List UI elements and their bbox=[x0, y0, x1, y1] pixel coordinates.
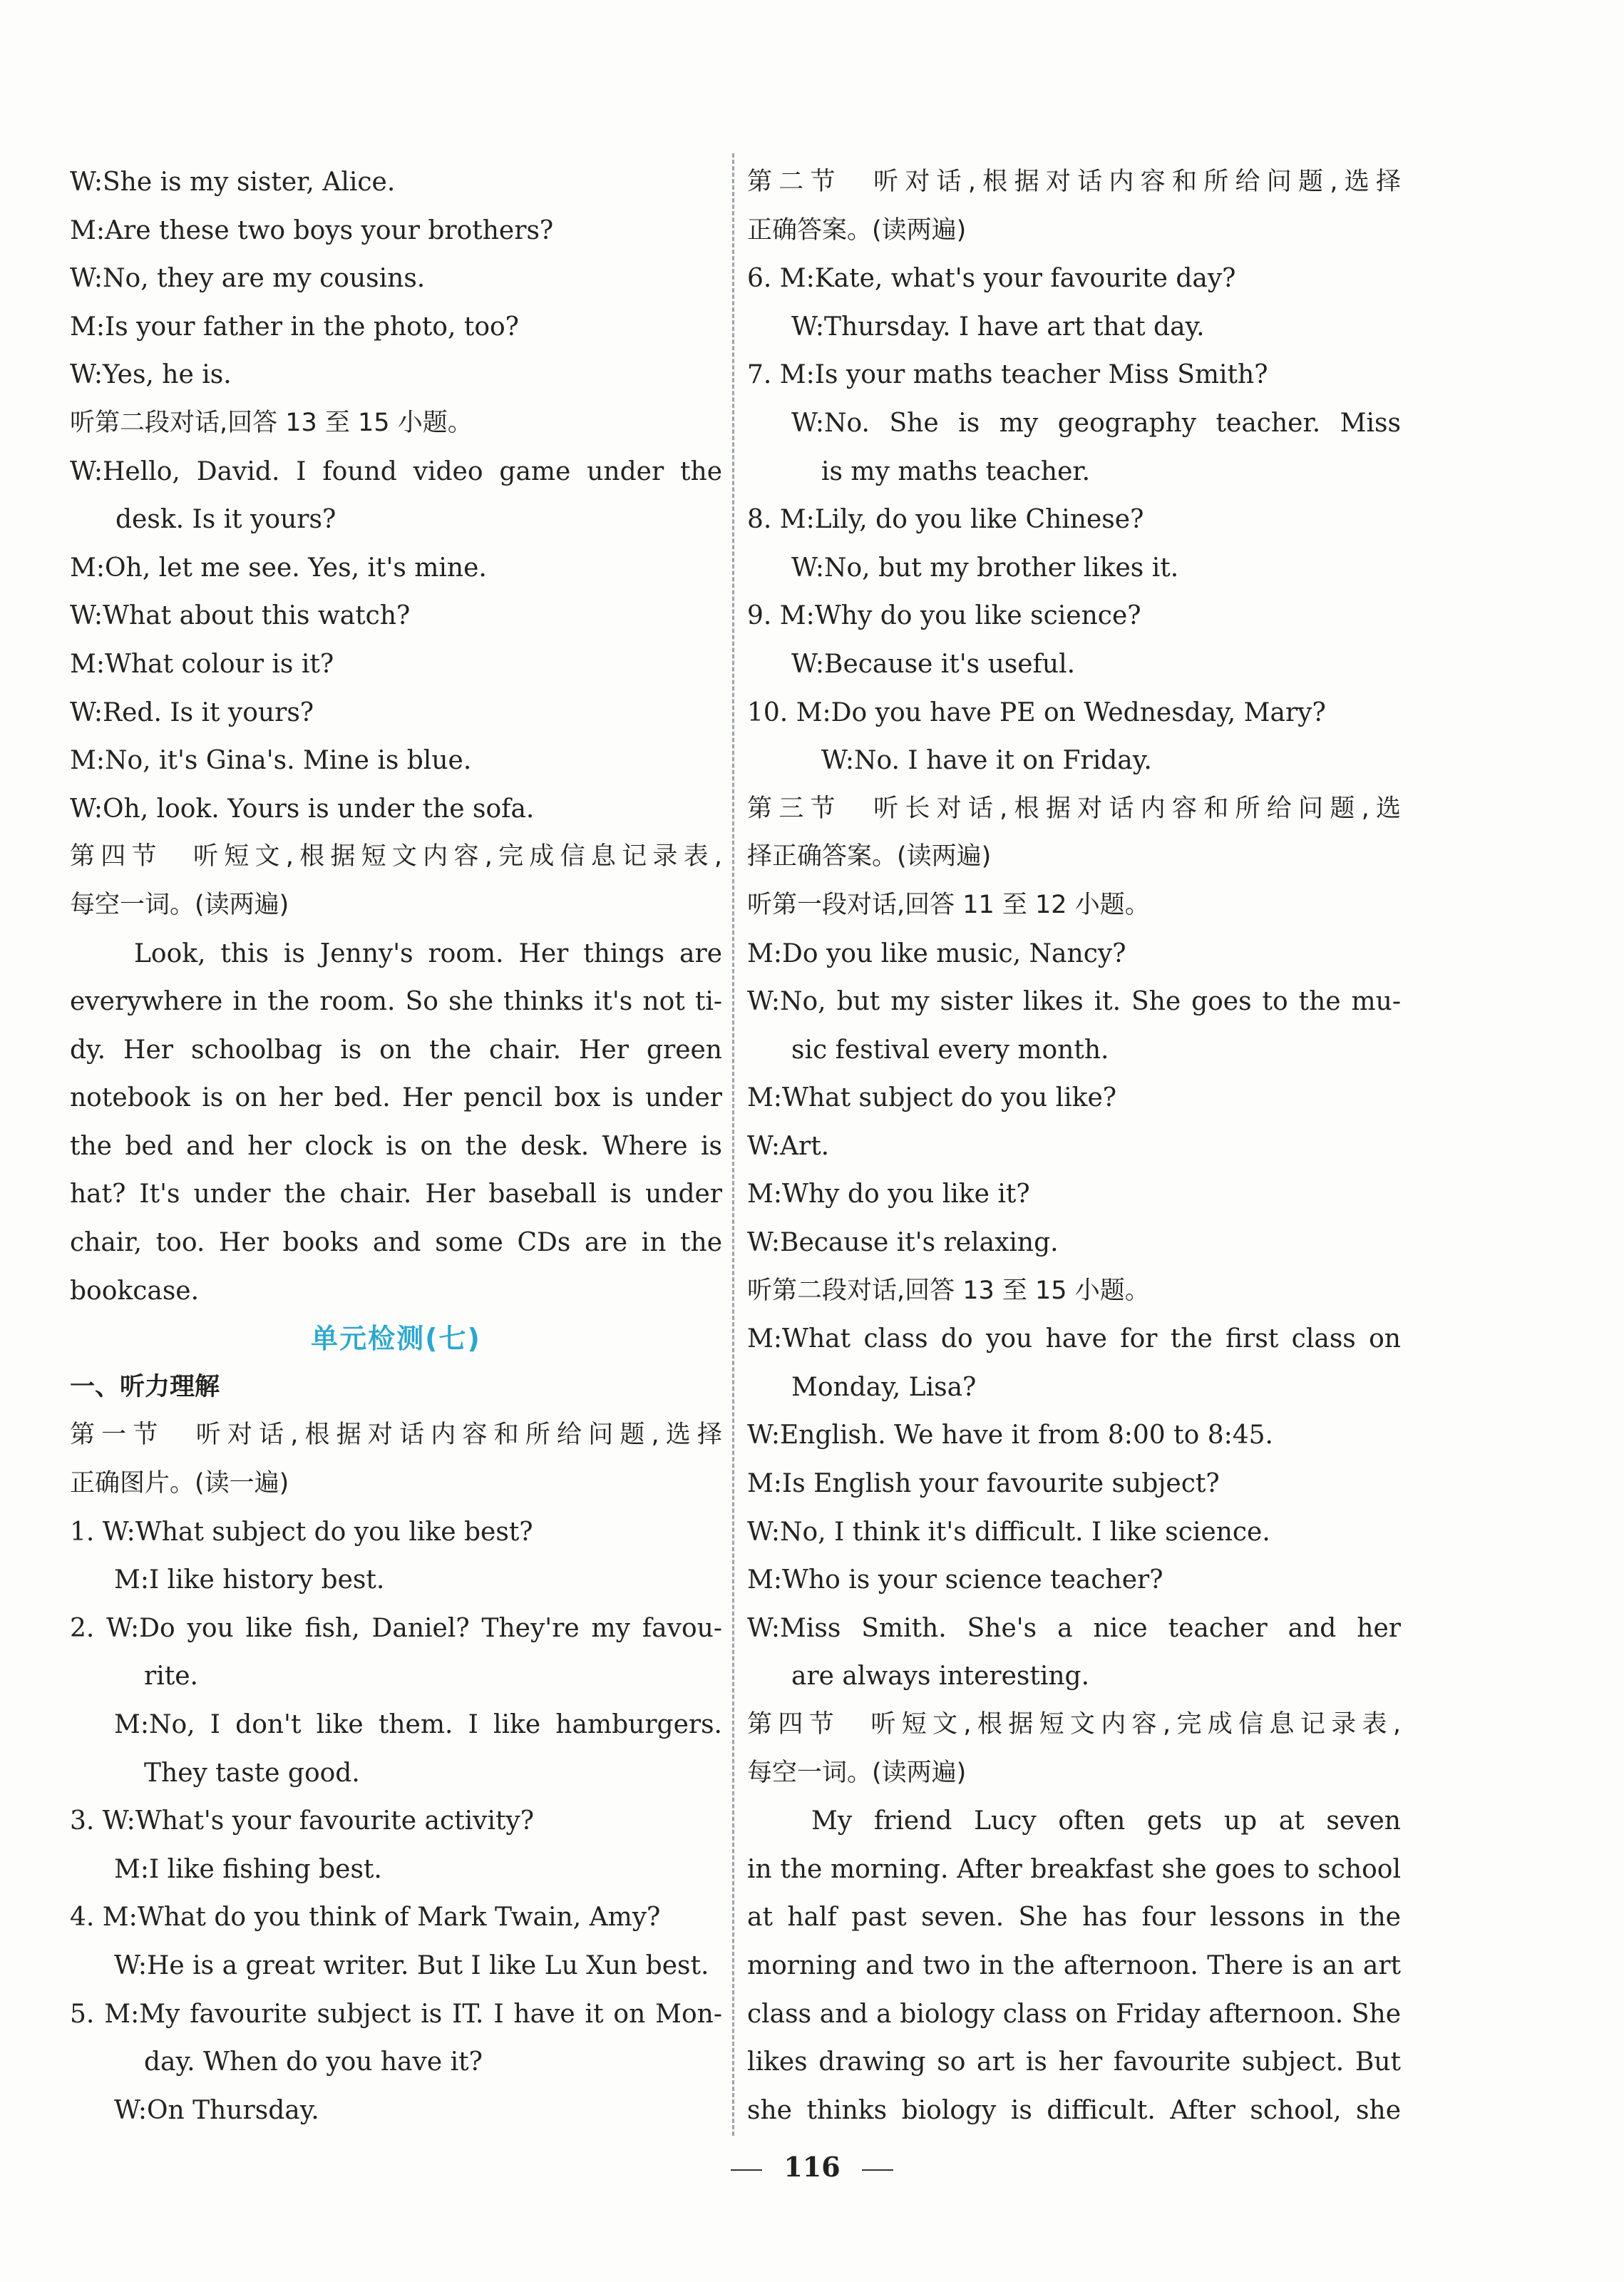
text-line: M:Do you like music, Nancy? bbox=[747, 938, 1126, 968]
text-line: W:Thursday. I have art that day. bbox=[791, 312, 1205, 342]
text-line: M:I like history best. bbox=[114, 1565, 385, 1595]
text-line: is my maths teacher. bbox=[821, 456, 1091, 486]
text-line: she thinks biology is difficult. After school, she bbox=[747, 2095, 1401, 2125]
text-line: 7. M:Is your maths teacher Miss Smith? bbox=[747, 360, 1268, 390]
text-line: 8. M:Lily, do you like Chinese? bbox=[747, 505, 1144, 535]
text-line: M:What colour is it? bbox=[70, 649, 334, 679]
text-line: W:Miss Smith. She's a nice teacher and her bbox=[747, 1613, 1401, 1643]
text-line: W:No. I have it on Friday. bbox=[821, 746, 1152, 776]
column-divider bbox=[732, 153, 734, 2136]
text-line: in the morning. After breakfast she goes to school bbox=[747, 1854, 1401, 1884]
text-line: 3. W:What's your favourite activity? bbox=[70, 1806, 535, 1836]
text-line: 听第二段对话,回答 13 至 15 小题。 bbox=[747, 1276, 1150, 1305]
text-line: W:No, I think it's difficult. I like science. bbox=[747, 1517, 1270, 1547]
text-line: M:No, it's Gina's. Mine is blue. bbox=[70, 746, 472, 776]
text-line: W:No, but my brother likes it. bbox=[791, 553, 1179, 583]
text-line: 择正确答案。(读两遍) bbox=[747, 842, 992, 871]
text-line: 第二节 听对话,根据对话内容和所给问题,选择 bbox=[747, 168, 1401, 196]
section-heading: 一、听力理解 bbox=[70, 1372, 220, 1401]
text-line: 听第一段对话,回答 11 至 12 小题。 bbox=[747, 890, 1150, 919]
text-line: W:Red. Is it yours? bbox=[70, 697, 314, 727]
text-line: W:What about this watch? bbox=[70, 601, 411, 631]
text-line: M:What subject do you like? bbox=[747, 1083, 1117, 1113]
text-line: W:He is a great writer. But I like Lu Xun best. bbox=[114, 1950, 709, 1980]
text-line: 第一节 听对话,根据对话内容和所给问题,选择 bbox=[70, 1421, 722, 1450]
text-line: M:I like fishing best. bbox=[114, 1854, 382, 1884]
text-line: M:Is English your favourite subject? bbox=[747, 1469, 1220, 1499]
text-line: class and a biology class on Friday afternoon. She bbox=[747, 1999, 1401, 2029]
text-line: W:She is my sister, Alice. bbox=[70, 168, 396, 197]
text-line: W:Art. bbox=[747, 1131, 830, 1161]
section-title: 单元检测(七) bbox=[311, 1323, 481, 1355]
text-line: M:Oh, let me see. Yes, it's mine. bbox=[70, 553, 487, 583]
text-line: desk. Is it yours? bbox=[115, 505, 336, 535]
text-line: W:Yes, he is. bbox=[70, 360, 232, 390]
page-number-dash-right bbox=[862, 2169, 893, 2171]
text-line: 2. W:Do you like fish, Daniel? They're my favou- bbox=[70, 1613, 722, 1643]
text-line: 5. M:My favourite subject is IT. I have it on Mon- bbox=[70, 1999, 722, 2029]
text-line: the bed and her clock is on the desk. Where is bbox=[70, 1131, 722, 1161]
text-line: sic festival every month. bbox=[791, 1035, 1109, 1065]
text-line: notebook is on her bed. Her pencil box is under bbox=[70, 1083, 722, 1113]
text-line: W:Because it's useful. bbox=[791, 649, 1076, 679]
page-number bbox=[0, 2151, 1624, 2183]
text-line: dy. Her schoolbag is on the chair. Her green bbox=[70, 1035, 722, 1065]
page-number-text: 116 bbox=[783, 2151, 841, 2183]
text-line: M:What class do you have for the first class on bbox=[747, 1324, 1401, 1354]
right-column bbox=[747, 158, 1401, 2134]
text-line: 每空一词。(读两遍) bbox=[747, 1758, 967, 1787]
text-line: M:Are these two boys your brothers? bbox=[70, 215, 554, 245]
text-line: M:Is your father in the photo, too? bbox=[70, 312, 519, 342]
text-line: W:No, but my sister likes it. She goes to the mu- bbox=[747, 987, 1401, 1017]
text-line: W:No. She is my geography teacher. Miss bbox=[791, 408, 1401, 438]
text-line: likes drawing so art is her favourite subject. But bbox=[747, 2047, 1401, 2077]
text-line: 1. W:What subject do you like best? bbox=[70, 1517, 533, 1547]
text-line: M:Who is your science teacher? bbox=[747, 1565, 1163, 1595]
text-line: rite. bbox=[144, 1662, 198, 1692]
text-line: 正确答案。(读两遍) bbox=[747, 215, 967, 245]
text-line: bookcase. bbox=[70, 1276, 200, 1306]
text-line: everywhere in the room. So she thinks it's not ti- bbox=[70, 987, 722, 1017]
text-line: at half past seven. She has four lessons in the bbox=[747, 1903, 1401, 1933]
text-line: They taste good. bbox=[144, 1758, 360, 1788]
text-line: W:English. We have it from 8:00 to 8:45. bbox=[747, 1421, 1273, 1450]
text-line: Look, this is Jenny's room. Her things are bbox=[134, 938, 722, 968]
text-line: 9. M:Why do you like science? bbox=[747, 601, 1141, 631]
left-column bbox=[70, 158, 722, 2134]
text-line: are always interesting. bbox=[791, 1662, 1090, 1692]
text-line: M:Why do you like it? bbox=[747, 1180, 1030, 1209]
text-line: 10. M:Do you have PE on Wednesday, Mary? bbox=[747, 697, 1326, 727]
text-line: 每空一词。(读两遍) bbox=[70, 890, 289, 919]
text-line: W:No, they are my cousins. bbox=[70, 264, 426, 294]
text-line: 4. M:What do you think of Mark Twain, Amy? bbox=[70, 1903, 661, 1933]
text-line: 6. M:Kate, what's your favourite day? bbox=[747, 264, 1236, 294]
text-line: 听第二段对话,回答 13 至 15 小题。 bbox=[70, 408, 473, 437]
text-line: Monday, Lisa? bbox=[791, 1372, 977, 1402]
text-line: 第四节 听短文,根据短文内容,完成信息记录表, bbox=[70, 842, 722, 871]
text-line: M:No, I don't like them. I like hamburgers. bbox=[114, 1710, 722, 1739]
text-line: W:Because it's relaxing. bbox=[747, 1228, 1059, 1258]
text-line: 正确图片。(读一遍) bbox=[70, 1469, 289, 1498]
text-line: 第四节 听短文,根据短文内容,完成信息记录表, bbox=[747, 1710, 1401, 1739]
text-line: morning and two in the afternoon. There is an art bbox=[747, 1950, 1401, 1980]
text-line: hat? It's under the chair. Her baseball is under bbox=[70, 1180, 722, 1209]
text-line: My friend Lucy often gets up at seven bbox=[811, 1806, 1401, 1836]
text-line: day. When do you have it? bbox=[144, 2047, 483, 2077]
text-line: W:Hello, David. I found video game under the bbox=[70, 456, 722, 486]
page-number-dash-left bbox=[731, 2169, 762, 2171]
text-line: 第三节 听长对话,根据对话内容和所给问题,选 bbox=[747, 794, 1401, 823]
text-line: W:Oh, look. Yours is under the sofa. bbox=[70, 794, 535, 824]
text-line: W:On Thursday. bbox=[114, 2095, 319, 2125]
text-line: chair, too. Her books and some CDs are in the bbox=[70, 1228, 722, 1258]
